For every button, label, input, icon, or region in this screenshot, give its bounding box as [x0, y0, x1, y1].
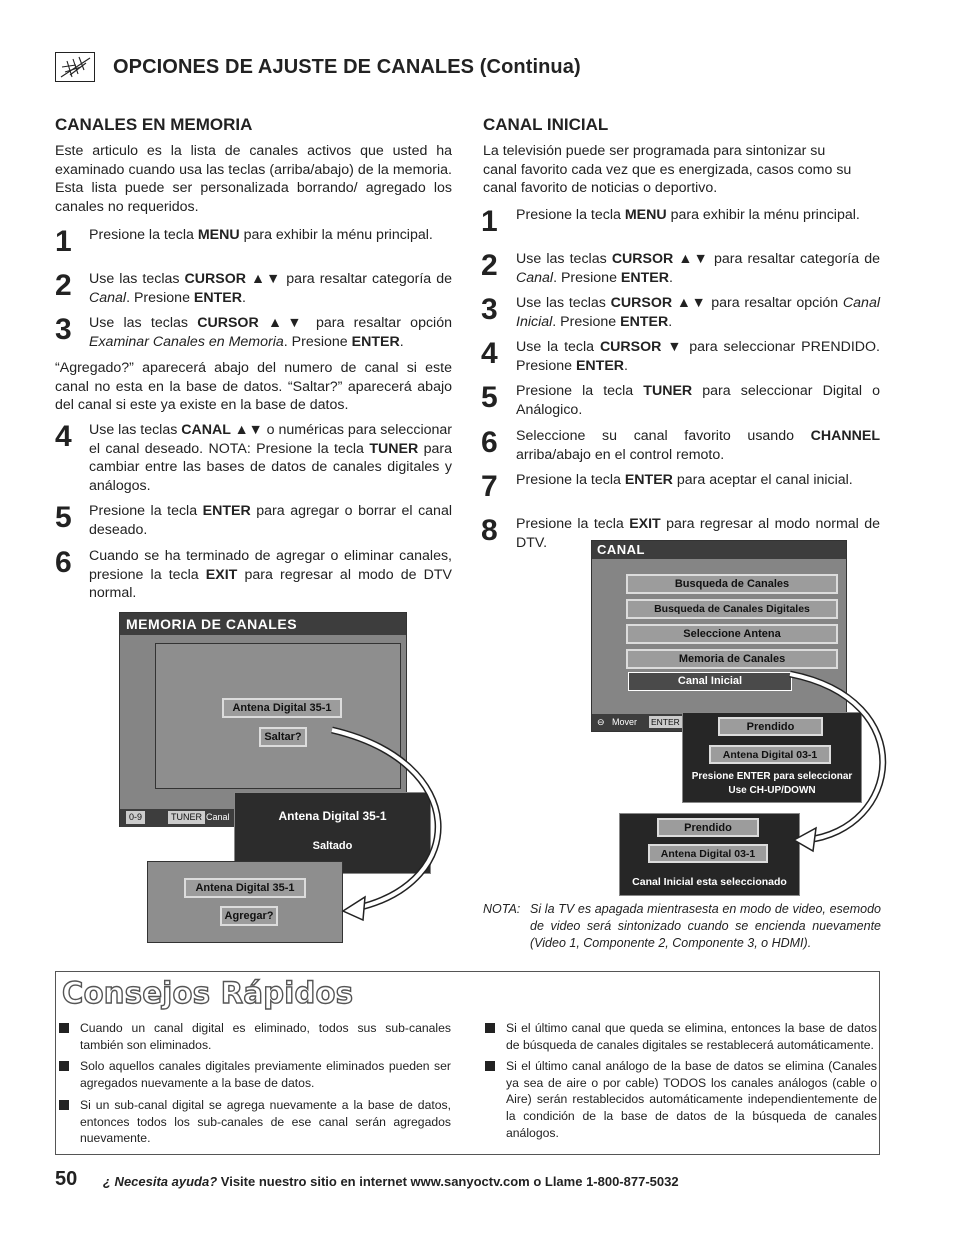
left-step-number: 4 — [55, 420, 72, 453]
left-step-number: 3 — [55, 313, 72, 346]
right-step-text: Presione la tecla EXIT para regresar al modo normal de DTV. — [516, 516, 880, 551]
prendido-msg-1: Presione ENTER para seleccionar — [691, 771, 853, 782]
left-step-text: Use las teclas CURSOR ▲▼ para resaltar opción Examinar Canales en Memoria. Presione ENTER. — [89, 315, 452, 350]
left-step-text: Presione la tecla MENU para exhibir la ménu principal. — [89, 227, 433, 243]
footer-help — [103, 1174, 679, 1189]
bullet-icon — [59, 1023, 69, 1033]
osd-channel-label-1: Antena Digital 35-1 — [222, 698, 342, 718]
page-number: 50 — [55, 1168, 78, 1190]
osd-memoria-title: MEMORIA DE CANALES — [120, 613, 406, 635]
prendido-channel-1: Antena Digital 03-1 — [709, 745, 831, 764]
antenna-icon — [55, 52, 95, 82]
left-intro: Este articulo es la lista de canales activos que usted ha examinado cuando usa las teclas (arriba/abajo) de la memoria. Esta lista puede ser personalizada borrando/ agregado los canales no requeridos. — [55, 143, 452, 215]
mover-label: Mover — [612, 717, 638, 727]
left-step-number: 5 — [55, 501, 72, 534]
tips-title: Consejos Rápidos — [62, 976, 354, 1010]
right-step-number: 7 — [481, 470, 498, 503]
right-step-number: 3 — [481, 293, 498, 326]
osd-canal-illustration — [591, 540, 890, 896]
osd-agregar-channel: Antena Digital 35-1 — [184, 878, 306, 898]
left-step-text: Use las teclas CANAL ▲▼ o numéricas para seleccionar el canal deseado. NOTA: Presione la tecla TUNER para cambiar entre las bases de datos de canales digitales y análogos. — [89, 422, 452, 494]
curved-arrows-right — [591, 540, 890, 896]
move-icon: ⊖ — [597, 717, 605, 727]
right-step-text: Presione la tecla ENTER para aceptar el canal inicial. — [516, 472, 853, 488]
right-step-text: Presione la tecla TUNER para seleccionar Digital o Análogico. — [516, 383, 880, 418]
key-0-9: 0-9 — [126, 811, 145, 824]
menu-item-seleccione-antena: Seleccione Antena — [626, 624, 838, 644]
left-tip-text: Solo aquellos canales digitales previamente eliminados pueden ser agregados nuevamente a la base de datos. — [80, 1059, 451, 1090]
right-step-text: Use las teclas CURSOR ▲▼ para resaltar opción Canal Inicial. Presione ENTER. — [516, 295, 880, 330]
left-mid-paragraph: “Agregado?” aparecerá abajo del numero de canal si este canal no esta en la base de datos. “Saltar?” aparecerá abajo del canal si este ya existe en la base de datos. — [55, 360, 452, 413]
page-title: OPCIONES DE AJUSTE DE CANALES (Continua) — [113, 56, 581, 78]
right-tip-text: Si el último canal que queda se elimina, entonces la base de datos de búsqueda de canales digitales se restablecerá automáticamente. — [506, 1021, 877, 1052]
right-step-text: Presione la tecla MENU para exhibir la ménu principal. — [516, 207, 860, 223]
section-title-canal-inicial: CANAL INICIAL — [483, 115, 609, 134]
prendido-button-1: Prendido — [718, 717, 823, 736]
right-step-number: 2 — [481, 249, 498, 282]
right-step-text: Seleccione su canal favorito usando CHANNEL arriba/abajo en el control remoto. — [516, 428, 880, 463]
osd-agregar-label: Agregar? — [220, 906, 278, 926]
menu-item-busqueda-digitales: Busqueda de Canales Digitales — [626, 599, 838, 619]
left-step-number: 6 — [55, 546, 72, 579]
bullet-icon — [59, 1061, 69, 1071]
left-step-number: 1 — [55, 225, 72, 258]
menu-item-memoria-canales: Memoria de Canales — [626, 649, 838, 669]
left-tip-text: Cuando un canal digital es eliminado, todos sus sub-canales también son eliminados. — [80, 1021, 451, 1052]
right-step-text: Use la tecla CURSOR ▼ para seleccionar PRENDIDO. Presione ENTER. — [516, 339, 881, 374]
prendido-msg-2: Use CH-UP/DOWN — [728, 785, 816, 796]
osd-saltar-label: Saltar? — [259, 727, 307, 747]
menu-item-canal-inicial-selected: Canal Inicial — [628, 672, 792, 691]
osd-saltado-channel: Antena Digital 35-1 — [278, 809, 387, 823]
right-step-number: 6 — [481, 426, 498, 459]
right-step-number: 4 — [481, 337, 498, 370]
bullet-icon — [485, 1061, 495, 1071]
right-tip-text: Si el último canal análogo de la base de datos se elimina (Canales ya sea de aire o por cable) TODOS los canales análogos (cable o Aire) serán restablecidos automáticamente independientemente de la condición de la base de datos de la búsqueda de canales análogos. — [506, 1059, 877, 1140]
right-step-number: 8 — [481, 514, 498, 547]
right-intro: La televisión puede ser programada para sintonizar su canal favorito cada vez que es energizada, casos como su canal favorito de noticias o deportivo. — [483, 143, 852, 196]
bullet-icon — [59, 1100, 69, 1110]
note-text: Si la TV es apagada mientrasesta en modo de video, esemodo de video será sintonizado cuando se encienda nuevamente (Video 1, Componente 2, Componente 3, o HDMI). — [530, 902, 881, 950]
prendido-channel-2: Antena Digital 03-1 — [648, 844, 768, 863]
key-tuner: TUNER — [168, 811, 205, 824]
osd-memoria-canales-illustration — [119, 612, 449, 944]
key-canal-label: Canal — [206, 812, 230, 822]
left-step-text: Presione la tecla ENTER para agregar o borrar el canal deseado. — [89, 503, 452, 538]
curved-arrows — [119, 612, 449, 944]
left-step-text: Use las teclas CURSOR ▲▼ para resaltar categoría de Canal. Presione ENTER. — [89, 271, 452, 306]
footer-help-text: Visite nuestro sitio en internet www.sanyoctv.com o Llame 1-800-877-5032 — [217, 1174, 679, 1189]
osd-saltado-label: Saltado — [312, 840, 353, 852]
left-tip-text: Si un sub-canal digital se agrega nuevamente a la base de datos, entonces todos los sub-canales de ese canal serán agregados nuevamente. — [80, 1098, 451, 1146]
right-step-text: Use las teclas CURSOR ▲▼ para resaltar categoría de Canal. Presione ENTER. — [516, 251, 881, 286]
bullet-icon — [485, 1023, 495, 1033]
section-title-canales-memoria: CANALES EN MEMORIA — [55, 115, 253, 134]
left-step-text: Cuando se ha terminado de agregar o eliminar canales, presione la tecla EXIT para regresar al modo de DTV normal. — [89, 548, 452, 601]
menu-item-busqueda-canales: Busqueda de Canales — [626, 574, 838, 594]
prendido-button-2: Prendido — [657, 818, 759, 837]
right-step-number: 1 — [481, 205, 498, 238]
enter-key: ENTER — [651, 717, 680, 727]
right-step-number: 5 — [481, 381, 498, 414]
note-label: NOTA: — [483, 902, 521, 916]
footer-help-question: ¿ Necesita ayuda? — [103, 1174, 218, 1189]
osd-canal-title: CANAL — [592, 541, 846, 559]
canal-inicial-seleccionado-msg: Canal Inicial esta seleccionado — [632, 876, 787, 888]
left-step-number: 2 — [55, 269, 72, 302]
